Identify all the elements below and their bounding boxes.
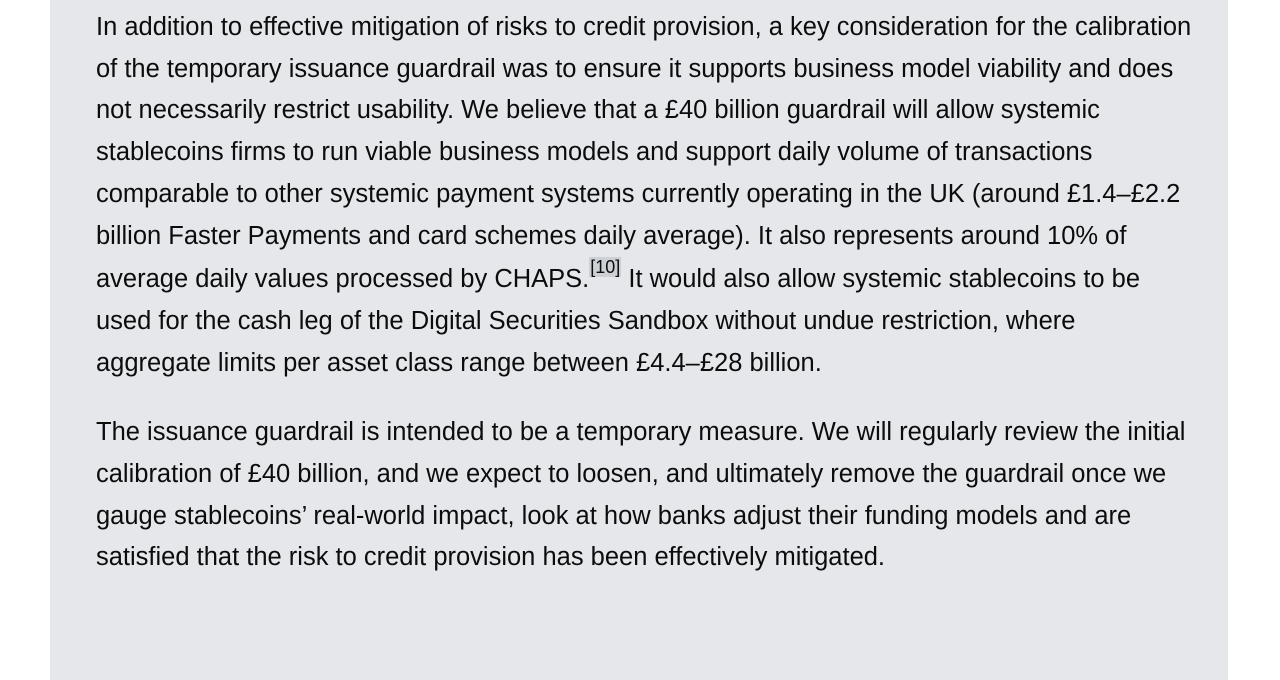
footnote-link[interactable]: [10] [590,257,621,278]
paragraph-text: In addition to effective mitigation of risks to credit provision, a key consideration for the calibration of the temporary issuance guardrail was to ensure it supports business model viability and does not necessarily restrict usability. We believe that a £40 billion guardrail will allow systemic stablecoins firms to run viable business models and support daily volume of transactions comparable to other systemic payment systems currently operating in the UK (around £1.4–£2.2 billion Faster Payments and card schemes daily average). It also represents around 10% of average daily values processed by CHAPS. [96,13,1192,294]
paragraph-temporary-measure: The issuance guardrail is intended to be a temporary measure. We will regularly review the initial calibration of £40 billion, and we expect to loosen, and ultimately remove the guardrail once we gauge stablecoins’ real-world impact, look at how banks adjust their funding models and are satisfied that the risk to credit provision has been effectively mitigated. [96,418,1186,572]
paragraph-guardrail-calibration [96,7,1196,384]
content-panel [50,0,1228,680]
paragraph-text-continued: It would also allow systemic stablecoins to be used for the cash leg of the Digital Securities Sandbox without undue restriction, where aggregate limits per asset class range between £4.4–£28 billion. [96,265,1141,377]
article-body [96,7,1196,579]
